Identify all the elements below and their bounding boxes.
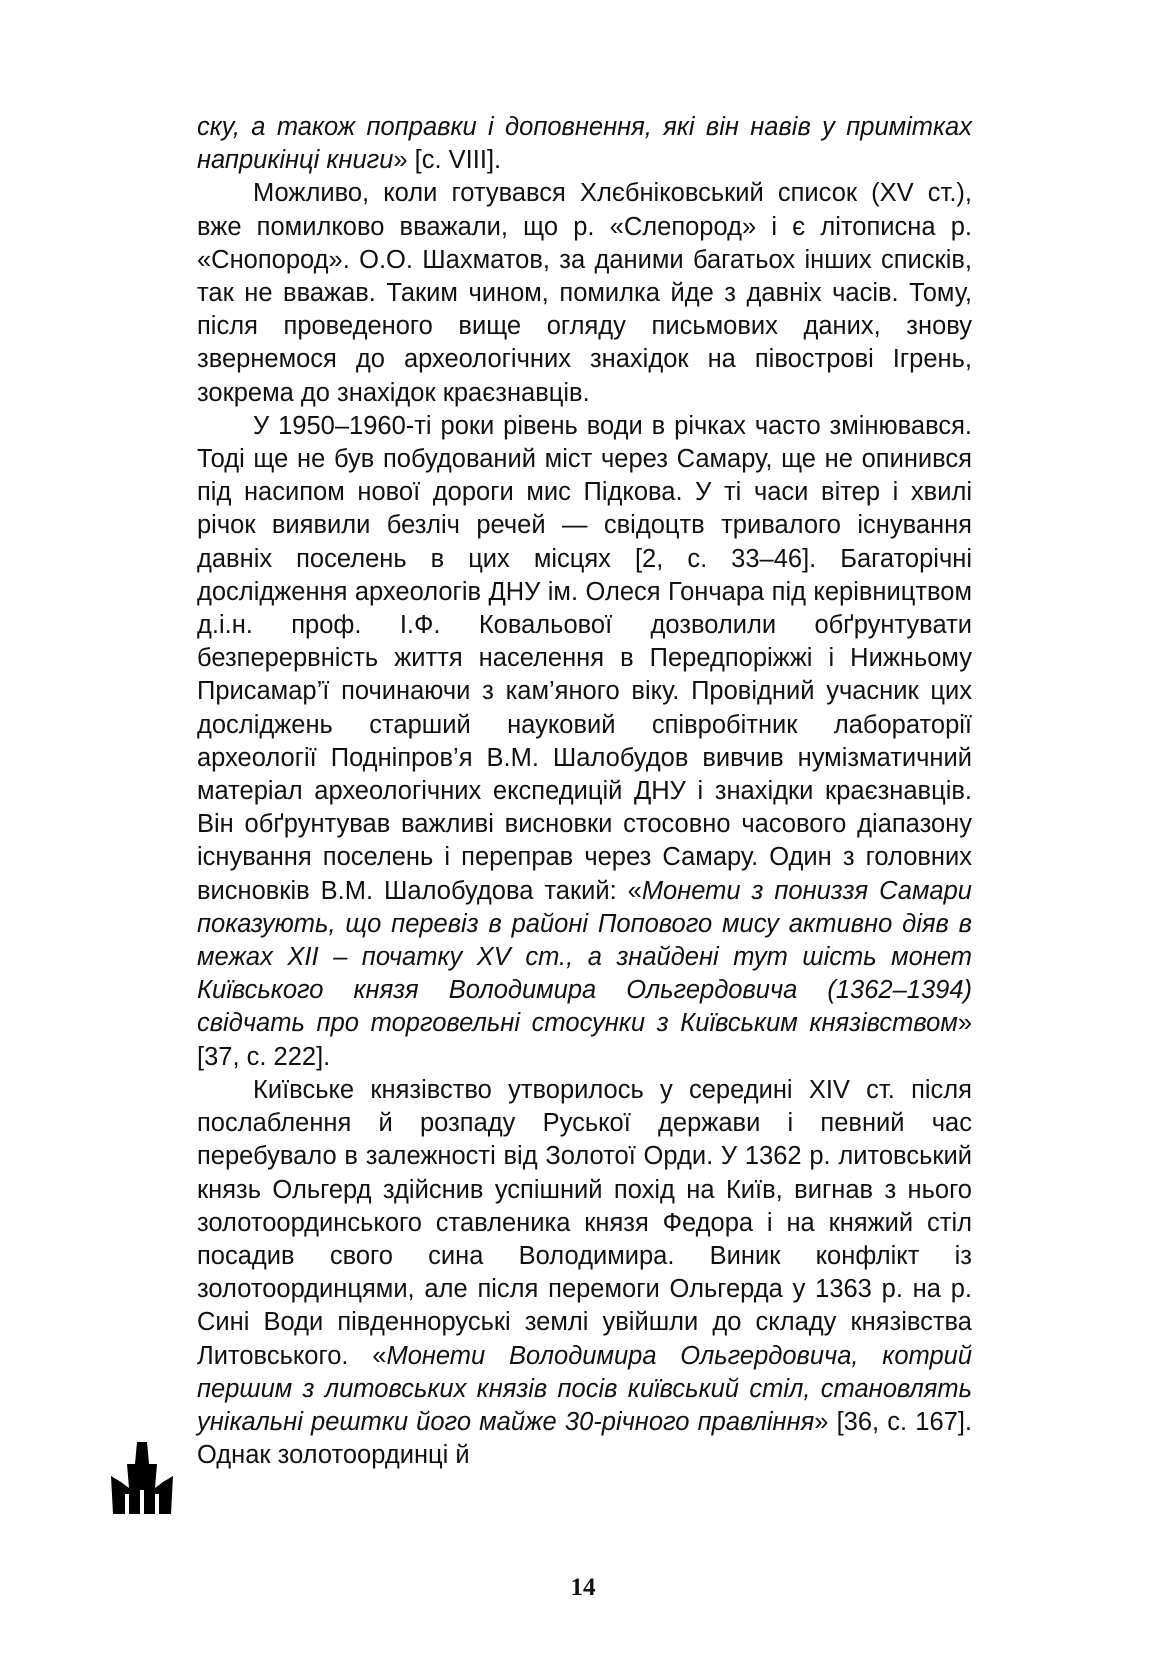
italic-quote: Монети Володимира Ольгердовича, котрий першим з литовських князів посів київський стіл, становлять унікальні рештки його майже 30-річного правління	[197, 1341, 973, 1436]
citation: » [36, с. 167]. Однак золотоординці й	[197, 1407, 972, 1470]
paragraph-4	[197, 1074, 972, 1472]
citation: » [37, с. 222].	[197, 1009, 972, 1071]
page-number: 14	[570, 1574, 596, 1601]
citation: » [с. VIII].	[393, 146, 502, 175]
paragraph-3	[197, 410, 972, 1074]
italic-quote: ску, а також поправки і доповнення, які він навів у примітках наприкінці книги	[197, 113, 972, 175]
paragraph-2	[197, 177, 972, 409]
italic-quote: Монети з пониззя Самари показують, що перевіз в районі Попового мису активно діяв в межах XII – початку XV ст., а знайдені тут шість монет Київського князя Володимира Ольгердовича (1362–1394) свідчать про торговельні стосунки з Київським князівством	[197, 876, 972, 1038]
paragraph-text: У 1950–1960-ті роки рівень води в річках часто змінювався. Тоді ще не був побудований міст через Самару, ще не опинився під насипом нової дороги мис Підкова. У ті часи вітер і хвилі річок виявили безліч речей — свідоцтв тривалого існування давніх поселень в цих місцях [2, с. 33–46]. Багаторічні дослідження археологів ДНУ ім. Олеся Гончара під керівництвом д.і.н. проф. І.Ф. Ковальової дозволили обґрунтувати безперервність життя населення в Передпоріжжі і Нижньому Присамар’ї починаючи з кам’яного віку. Провідний учасник цих досліджень старший науковий співробітник лабораторії археології Подніпров’я В.М. Шалобудов вивчив нумізматичний матеріал археологічних експедицій ДНУ і знахідки краєзнавців. Він обґрунтував важливі висновки стосовно часового діапазону існування поселень і переправ через Самару. Один з головних висновків В.М. Шалобудова такий: «	[197, 411, 972, 905]
paragraph-text: Київське князівство утворилось у середині XIV ст. після послаблення й розпаду Руської держави і певний час перебувало в залежності від Золотої Орди. У 1362 р. литовський князь Ольгерд здійснив успішний похід на Київ, вигнав з нього золотоординського ставленика князя Федора і на княжий стіл посадив свого сина Володимира. Виник конфлікт із золотоординцями, але після перемоги Ольгерда у 1363 р. на р. Сині Води південноруські землі увійшли до складу князівства Литовського. «	[197, 1075, 972, 1370]
body-text	[197, 111, 972, 1472]
paragraph-text: Можливо, коли готувався Хлєбніковський список (XV ст.), вже помилково вважали, що р. «Слепород» і є літописна р. «Снопород». О.О. Шахматов, за даними багатьох інших списків, так не вважав. Таким чином, помилка йде з давніх часів. Тому, після проведеного вище огляду письмових даних, знову звернемося до археологічних знахідок на півострові Ігрень, зокрема до знахідок краєзнавців.	[197, 179, 972, 407]
trident-emblem-icon	[111, 1442, 173, 1514]
paragraph-1	[197, 111, 972, 177]
